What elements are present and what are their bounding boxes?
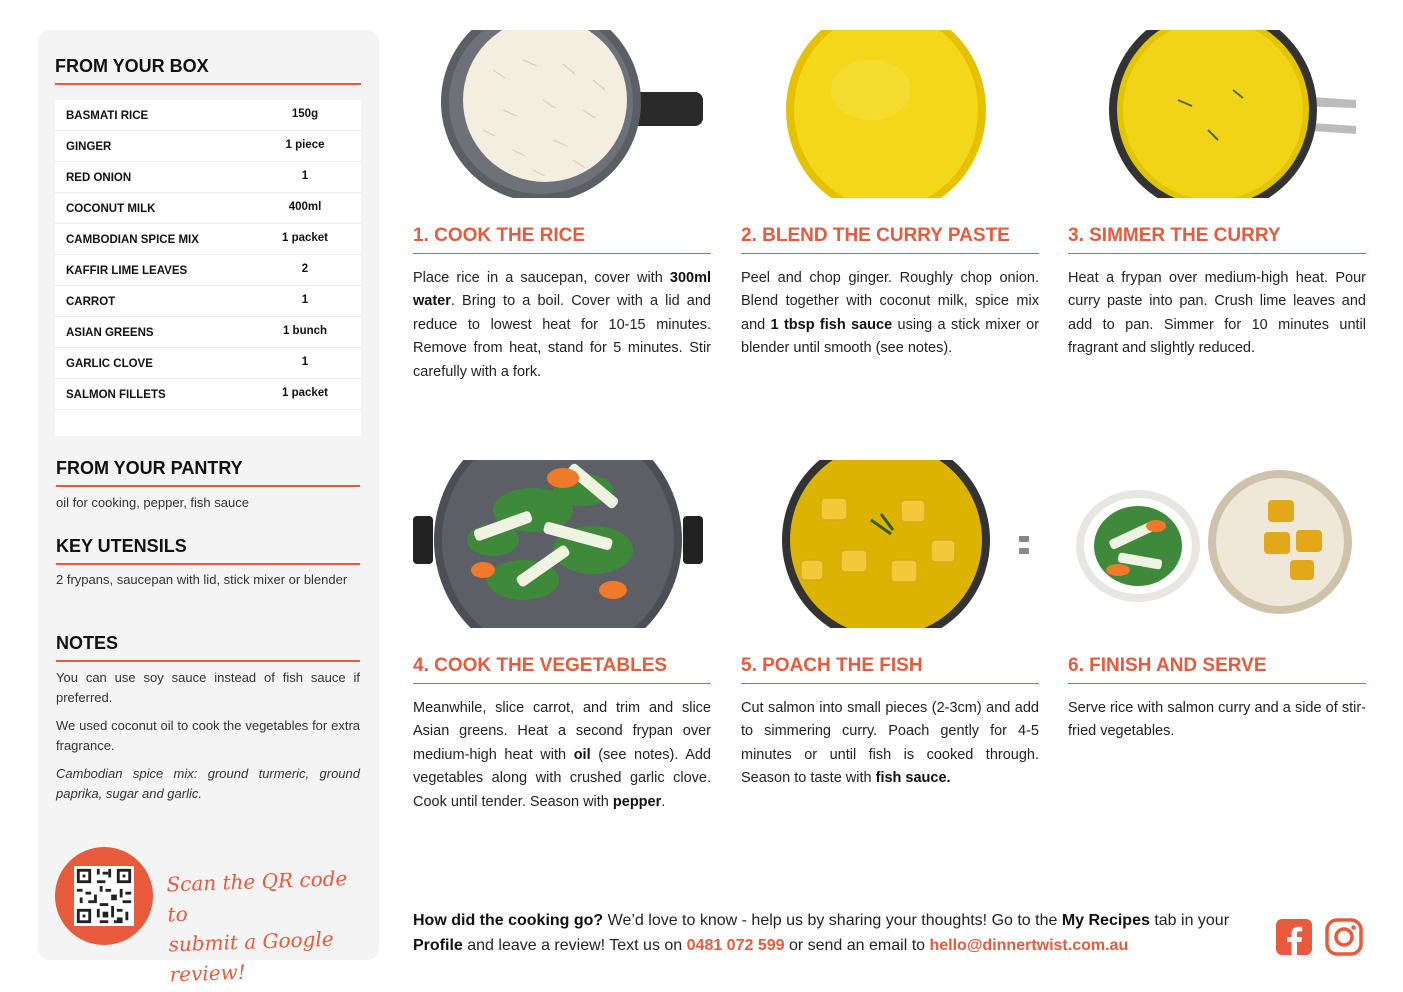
text-emphasis: pepper (612, 793, 662, 810)
ingredient-table (55, 100, 361, 436)
step-3-title: 3. SIMMER THE CURRY (1068, 225, 1366, 254)
ingredient-name: COCONUT MILK (66, 203, 156, 215)
ingredient-name: RED ONION (66, 172, 132, 184)
step-2-title: 2. BLEND THE CURRY PASTE (741, 225, 1039, 254)
text-emphasis: 300ml water (413, 270, 711, 310)
step-6-text: Serve rice with salmon curry and a side of stir-fried vegetables. (1068, 700, 1366, 740)
step-2-text (741, 267, 1039, 361)
sidebar (38, 30, 379, 987)
utensils-title: KEY UTENSILS (56, 536, 360, 565)
footer-question: How did the cooking go? (413, 912, 604, 929)
step-4-text (413, 697, 711, 814)
step-5-title: 5. POACH THE FISH (741, 655, 1039, 684)
box-title: FROM YOUR BOX (55, 56, 361, 85)
table-row (55, 193, 361, 224)
footer-emphasis: Profile (413, 937, 463, 954)
step-4-title: 4. COOK THE VEGETABLES (413, 655, 711, 684)
review-footer (413, 908, 1263, 958)
text-run: Place rice in a saucepan, cover with (413, 270, 670, 286)
text-run: Meanwhile, slice carrot, and trim and slice Asian greens. Heat a second frypan over medium-high heat with (413, 700, 711, 763)
ingredient-qty: 1 piece (285, 139, 325, 151)
phone-link[interactable]: 0481 072 599 (686, 937, 785, 954)
step-1-title: 1. COOK THE RICE (413, 225, 711, 254)
step-1-photo (413, 30, 703, 198)
note: You can use soy sauce instead of fish sauce if preferred. (56, 670, 360, 705)
table-row (55, 224, 361, 255)
text-emphasis: fish sauce. (875, 770, 951, 787)
pantry-text: oil for cooking, pepper, fish sauce (56, 495, 249, 510)
qr-badge (55, 847, 153, 945)
table-row (55, 131, 361, 162)
step-3-text: Heat a frypan over medium-high heat. Pour curry paste into pan. Crush lime leaves and add to pan. Simmer for 10 minutes until fragrant and slightly reduced. (1068, 270, 1366, 357)
qr-caption-line: Scan the QR code to (166, 866, 348, 927)
footer-emphasis: My Recipes (1061, 912, 1150, 929)
ingredient-name: KAFFIR LIME LEAVES (66, 265, 188, 277)
ingredient-qty: 150g (291, 108, 319, 120)
ingredient-name: BASMATI RICE (66, 110, 149, 122)
step-3-photo (1068, 30, 1358, 198)
step-1-text (413, 267, 711, 384)
note: We used coconut oil to cook the vegetables for extra fragrance. (56, 718, 360, 753)
qr-caption (166, 863, 370, 990)
ingredient-name: GARLIC CLOVE (66, 358, 153, 370)
table-row (55, 379, 361, 410)
text-run: Peel and chop ginger. Roughly chop onion. Blend together with coconut milk, spice mix and (741, 270, 1039, 333)
footer-text: and leave a review! Text us on (462, 937, 687, 954)
note: Cambodian spice mix: ground turmeric, ground paprika, sugar and garlic. (56, 766, 360, 801)
text-run: using a stick mixer or blender until smooth (see notes). (741, 316, 1039, 357)
ingredient-qty: 1 (301, 170, 309, 182)
table-row (55, 286, 361, 317)
facebook-icon[interactable] (1275, 918, 1313, 956)
instagram-icon[interactable] (1325, 918, 1363, 956)
ingredient-qty: 1 packet (281, 387, 329, 399)
step-4-photo (413, 460, 703, 628)
table-row (55, 348, 361, 379)
step-6-photo (1068, 460, 1358, 628)
text-run: Cut salmon into small pieces (2-3cm) and add to simmering curry. Poach gently for 4-5 minutes or until fish is cooked through. Season to taste with (741, 700, 1039, 787)
ingredient-name: CAMBODIAN SPICE MIX (66, 234, 199, 246)
text-run: . (661, 793, 666, 810)
qr-caption-line: submit a Google review! (168, 926, 334, 987)
email-link[interactable]: hello@dinnertwist.com.au (929, 937, 1129, 954)
table-row (55, 162, 361, 193)
footer-text: or send an email to (784, 937, 930, 954)
notes-list (56, 668, 360, 812)
step-5-photo (741, 460, 1031, 628)
ingredient-qty: 1 (301, 294, 309, 306)
text-run: (see notes). Add vegetables along with crushed garlic clove. Cook until tender. Season with (413, 746, 711, 810)
step-5-text (741, 697, 1039, 791)
utensils-text: 2 frypans, saucepan with lid, stick mixer or blender (56, 572, 348, 587)
ingredient-qty: 1 (301, 356, 309, 368)
ingredient-name: ASIAN GREENS (66, 327, 154, 339)
notes-title: NOTES (56, 633, 360, 662)
pantry-title: FROM YOUR PANTRY (56, 458, 360, 487)
ingredient-qty: 2 (301, 263, 309, 275)
footer-text: We’d love to know - help us by sharing your thoughts! Go to the (603, 912, 1062, 929)
ingredient-qty: 1 bunch (282, 325, 328, 337)
step-6-title: 6. FINISH AND SERVE (1068, 655, 1366, 684)
text-emphasis: oil (573, 746, 591, 763)
text-emphasis: 1 tbsp fish sauce (770, 316, 893, 333)
step-2-photo (741, 30, 1031, 198)
ingredient-name: SALMON FILLETS (66, 389, 166, 401)
qr-code-icon[interactable] (74, 866, 134, 926)
ingredient-qty: 400ml (288, 201, 322, 213)
table-row (55, 255, 361, 286)
ingredient-name: GINGER (66, 141, 112, 153)
ingredient-name: CARROT (66, 296, 116, 308)
footer-text: tab in your (1149, 912, 1230, 929)
table-row (55, 100, 361, 131)
ingredient-qty: 1 packet (281, 232, 329, 244)
table-row (55, 317, 361, 348)
text-run: . Bring to a boil. Cover with a lid and reduce to lowest heat for 10-15 minutes. Remove from heat, stand for 5 minutes. Stir carefully with a fork. (413, 293, 711, 380)
